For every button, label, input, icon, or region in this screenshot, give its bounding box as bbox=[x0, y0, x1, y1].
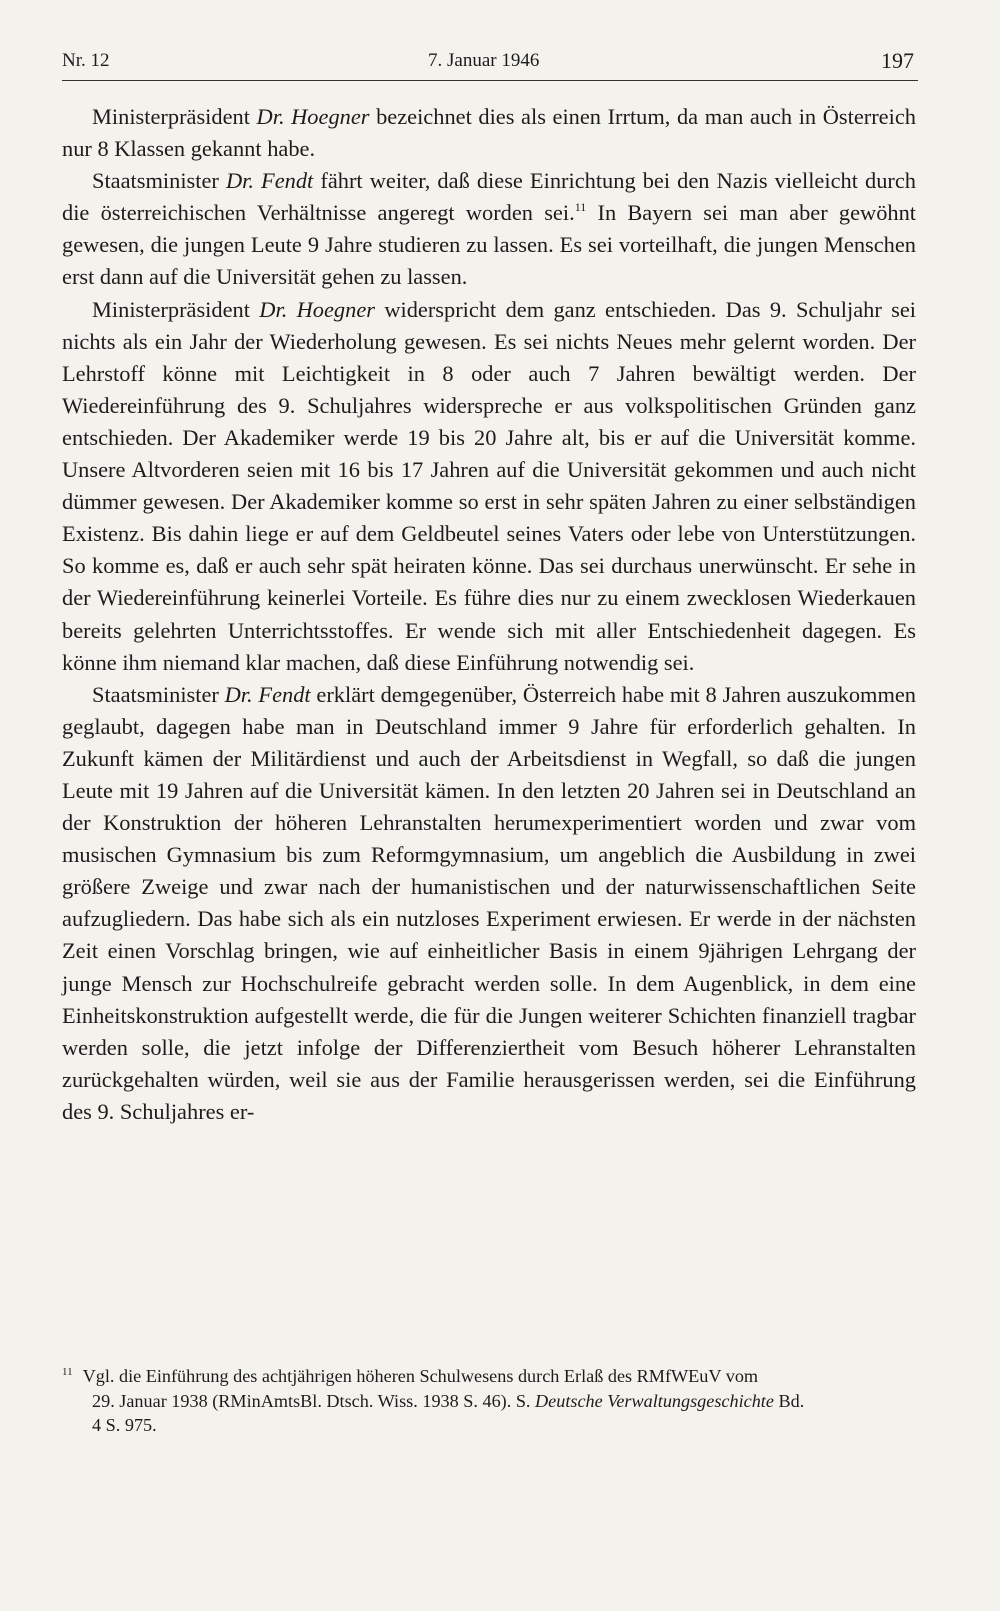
footnote-text: Bd. bbox=[773, 1390, 805, 1411]
issue-number: Nr. 12 bbox=[62, 50, 110, 71]
paragraph-text: erklärt demgegenüber, Österreich habe mit 8 Jahren auszukommen geglaubt, dagegen habe man in Deutschland immer 9 Jahre für erforderlich gehalten. In Zukunft kämen der Militärdienst und auch der Arbeitsdienst in Wegfall, so daß die jungen Leute mit 19 Jahren auf die Universität kämen. In den letzten 20 Jahren sei in Deutschland an der Konstruktion der höheren Lehranstalten herumexperimentiert worden und zwar vom musischen Gymnasium bis zum Reformgymnasium, um angeblich die Ausbildung in zwei größere Zweige und zwar nach der humanistischen und der naturwissenschaftlichen Seite aufzugliedern. Das habe sich als ein nutzloses Experiment erwiesen. Er werde in der nächsten Zeit einen Vorschlag bringen, wie auf einheitlicher Basis in einem 9jährigen Lehrgang der junge Mensch zur Hochschulreife gebracht werden solle. In dem Augenblick, in dem eine Einheitskonstruktion aufgestellt werde, die für die Jungen weiterer Schichten finanziell tragbar werden solle, die jetzt infolge der Differenziertheit vom Besuch höherer Lehranstalten zurückgehalten würden, weil sie aus der Familie herausgerissen werden, sei die Einführung des 9. Schuljahres er- bbox=[62, 681, 916, 1124]
session-date: 7. Januar 1946 bbox=[428, 50, 540, 71]
footnote-number: 11 bbox=[62, 1366, 73, 1378]
footnote-line bbox=[62, 1389, 916, 1414]
footnote-text: 4 S. 975. bbox=[92, 1415, 157, 1435]
footnote-line bbox=[62, 1413, 916, 1438]
footnote-line bbox=[62, 1364, 916, 1389]
footnote-citation-title: Deutsche Verwaltungsgeschichte bbox=[535, 1390, 774, 1411]
paragraph-text: bezeichnet dies als einen Irrtum, da man auch in Österreich nur 8 Klassen gekannt habe. bbox=[62, 104, 916, 162]
speaker-title: Ministerpräsident bbox=[92, 104, 250, 129]
header-rule bbox=[62, 80, 918, 81]
footnote-text: Vgl. die Einführung des achtjährigen höheren Schulwesens durch Erlaß des RMfWEuV vom bbox=[82, 1366, 759, 1386]
paragraph-text-continued: In Bayern sei man aber gewöhnt gewesen, die jungen Leute 9 Jahre studieren zu lassen. Es sei vorteilhaft, die jungen Menschen erst dann auf die Universität gehen zu lassen. bbox=[62, 200, 916, 290]
paragraph-3 bbox=[62, 294, 916, 679]
speaker-title: Ministerpräsident bbox=[92, 296, 250, 322]
page-number: 197 bbox=[881, 48, 914, 73]
speaker-title: Staatsminister bbox=[92, 168, 219, 194]
paragraph-text: widerspricht dem ganz entschieden. Das 9. Schuljahr sei nichts als ein Jahr der Wiederholung gewesen. Es sei nichts Neues mehr gelernt worden. Der Lehrstoff könne mit Leichtigkeit in 8 oder auch 7 Jahren bewältigt werden. Der Wiedereinführung des 9. Schuljahres widerspreche er aus volkspolitischen Gründen ganz entschieden. Der Akademiker werde 19 bis 20 Jahre alt, bis er auf die Universität komme. Unsere Altvorderen seien mit 16 bis 17 Jahren auf die Universität gekommen und auch nicht dümmer gewesen. Der Akademiker komme so erst in sehr späten Jahren zu einer selbständigen Existenz. Bis dahin liege er auf dem Geldbeutel seines Vaters oder lebe von Unterstützungen. So komme es, daß er auch sehr spät heiraten könne. Das sei durchaus unerwünscht. Er sehe in der Wiedereinführung keinerlei Vorteile. Es führe dies nur zu einem zwecklosen Wiederkauen bereits gelehrten Unterrichtsstoffes. Er wende sich mit aller Entschiedenheit dagegen. Es könne ihm niemand klar machen, daß diese Einführung notwendig sei. bbox=[62, 296, 916, 675]
paragraph-2 bbox=[62, 165, 916, 293]
footnote bbox=[62, 1364, 916, 1438]
paragraph-4 bbox=[62, 679, 916, 1128]
speaker-name: Dr. Fendt bbox=[225, 168, 314, 194]
running-head bbox=[62, 48, 922, 84]
speaker-title: Staatsminister bbox=[92, 681, 219, 707]
speaker-name: Dr. Fendt bbox=[224, 681, 311, 707]
footnote-reference: 11 bbox=[574, 200, 587, 215]
speaker-name: Dr. Hoegner bbox=[259, 296, 375, 322]
speaker-name: Dr. Hoegner bbox=[256, 104, 370, 129]
paragraph-1 bbox=[62, 101, 916, 165]
footnote-text: 29. Januar 1938 (RMinAmtsBl. Dtsch. Wiss. 1938 S. 46). S. bbox=[92, 1390, 536, 1411]
paragraph-text: fährt weiter, daß diese Einrichtung bei den Nazis vielleicht durch die österreichischen Verhältnisse angeregt worden sei. bbox=[62, 168, 916, 226]
body-text bbox=[62, 101, 916, 1128]
